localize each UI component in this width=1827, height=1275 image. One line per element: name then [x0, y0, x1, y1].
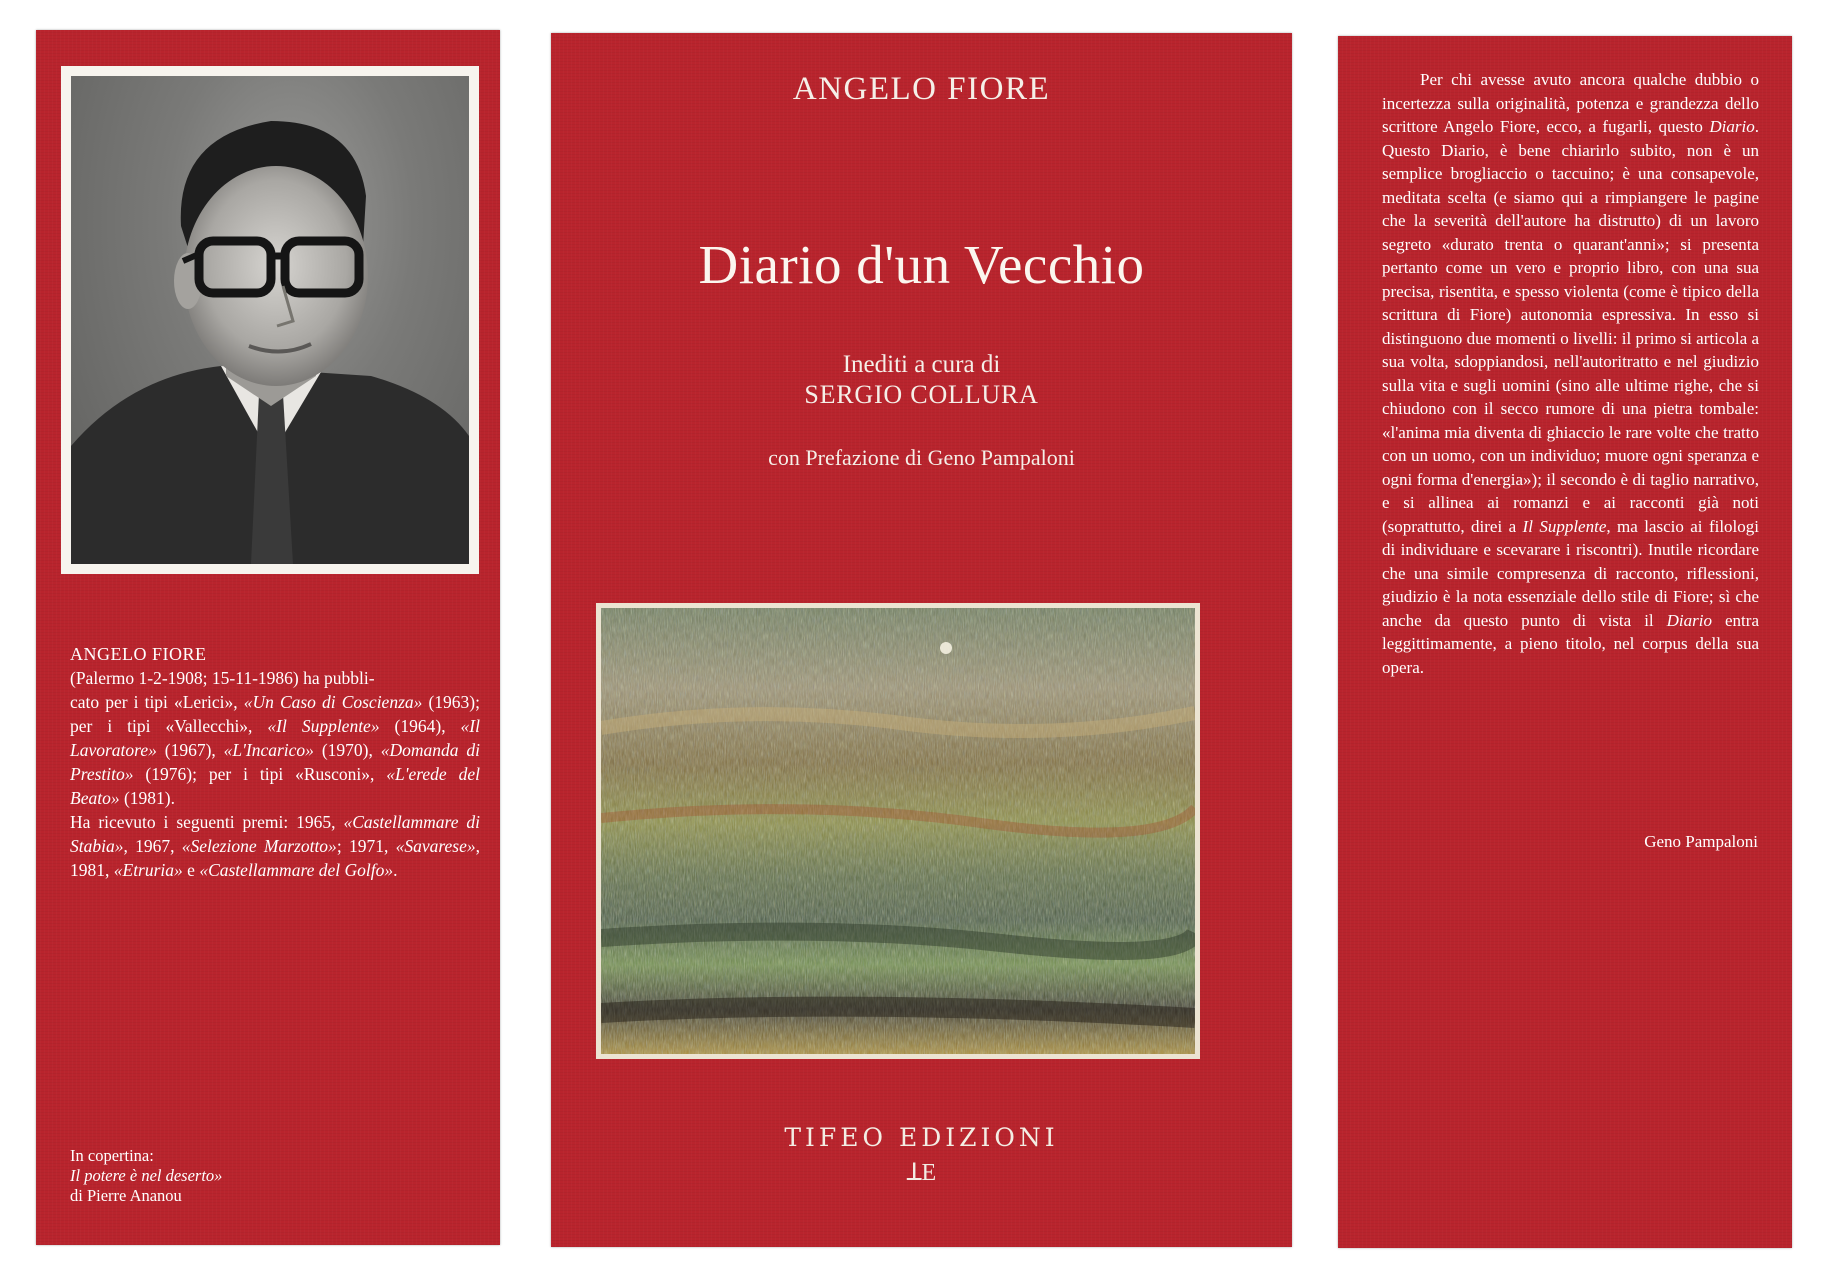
author-photo	[71, 76, 469, 564]
bio-work-title: «Il Supplente»	[267, 716, 380, 736]
awards-text: Ha ricevuto i seguenti premi: 1965,	[70, 812, 344, 832]
bio-text: (1967),	[156, 740, 224, 760]
award-name: «Castellammare di Stabia»	[70, 812, 480, 856]
award-name: «Savarese»	[395, 836, 476, 856]
bio-text: (1963); per i tipi «Vallecchi»,	[70, 692, 480, 736]
awards-text: , 1981,	[70, 836, 480, 880]
publisher-logo: ꓕE	[906, 1160, 937, 1186]
bio-work-title: «L'erede del Beato»	[70, 764, 480, 808]
blurb-signature: Geno Pampaloni	[1644, 832, 1758, 851]
book-title: Diario d'un Vecchio	[698, 234, 1145, 295]
blurb-text: entra leggittimamente, a pieno titolo, nel corpus della sua opera.	[1382, 610, 1759, 677]
preface-excerpt	[1382, 68, 1759, 679]
right-flap	[1338, 36, 1792, 1248]
author-photo-frame	[61, 66, 479, 574]
bio-text: (1964),	[379, 716, 461, 736]
cover-painting	[601, 608, 1195, 1054]
cover-credits	[70, 1146, 370, 1206]
award-name: «Selezione Marzotto»	[181, 836, 337, 856]
bio-work-title: «Domanda di Prestito»	[70, 740, 481, 784]
blurb-text: . Questo Diario, è bene chiarirlo subito, non è un semplice brogliaccio o taccuino; è una consapevole, meditata scelta (e siamo qui a rimpiangere le pagine che la severità dell'autore ha distrutto) di un lavoro segreto «durato trenta o quarant'anni»; si presenta pertanto come un vero e proprio libro, con una sua precisa, risentita, e spesso violenta (come è tipico della scrittura di Fiore) autonomia espressiva. In esso si distinguono due momenti o livelli: il primo si articola a sua volta, sdoppiandosi, nell'autoritratto e nel giudizio sulla vita e sugli uomini (sino alle ultime righe, che si chiudono con il secco rumore di una pietra tombale: «l'anima mia diventa di ghiaccio le rare volte che tratto con un uomo, con un individuo; muore ogni speranza e ogni forma d'energia»); il secondo è di taglio narrativo, e si allinea ai romanzi e ai racconti già noti (soprattutto, direi a	[1382, 117, 1759, 536]
awards-text: .	[393, 860, 398, 880]
awards-text: , 1967,	[123, 836, 182, 856]
book-subtitle	[551, 350, 1292, 410]
blurb-title-ref: Il Supplente	[1522, 516, 1607, 536]
bio-work-title: «Un Caso di Coscienza»	[243, 692, 423, 712]
bio-text: (1976); per i tipi «Rusconi»,	[133, 764, 387, 784]
bio-work-title: «L'Incarico»	[223, 740, 314, 760]
blurb-title-ref: Diario	[1709, 117, 1755, 136]
blurb-text: , ma lascio ai filologi di individuare e scevarare i riscontri). Inutile ricordare che una simile compresenza di racconto, riflessioni, giudizio è la nota essenziale dello stile di Fiore; sì che anche da questo punto di vista il	[1382, 516, 1759, 630]
blurb-text: Per chi avesse avuto ancora qualche dubbio o incertezza sulla originalità, potenza e grandezza dello scrittore Angelo Fiore, ecco, a fugarli, questo	[1382, 70, 1759, 136]
bio-author-name: ANGELO FIORE	[70, 644, 207, 664]
awards-text: ; 1971,	[336, 836, 396, 856]
award-name: «Castellammare del Golfo»	[199, 860, 394, 880]
blurb-title-ref: Diario	[1666, 610, 1712, 630]
publisher-name: TIFEO EDIZIONI	[784, 1123, 1059, 1152]
front-cover	[551, 33, 1292, 1247]
award-name: «Etruria»	[113, 860, 183, 880]
bio-dates: (Palermo 1-2-1908; 15-11-1986) ha pubbli-	[70, 668, 375, 688]
bio-text: (1970),	[313, 740, 381, 760]
preface-credit: con Prefazione di Geno Pampaloni	[768, 445, 1075, 470]
awards-text: e	[182, 860, 200, 880]
cover-author: ANGELO FIORE	[792, 71, 1051, 107]
bio-work-title: «Il Lavoratore»	[70, 716, 480, 760]
left-flap	[36, 30, 500, 1245]
cover-painting-frame	[596, 603, 1200, 1059]
credits-artist: di Pierre Ananou	[70, 1186, 182, 1205]
credits-artwork-title: Il potere è nel deserto»	[70, 1166, 223, 1185]
bio-text: cato per i tipi «Lerici»,	[70, 692, 244, 712]
author-biography	[70, 642, 480, 882]
editor-name: SERGIO COLLURA	[804, 380, 1039, 409]
subtitle-line: Inediti a cura di	[842, 351, 1001, 378]
bio-text: (1981).	[119, 788, 175, 808]
author-portrait-image	[71, 76, 469, 564]
credits-label: In copertina:	[70, 1146, 154, 1165]
